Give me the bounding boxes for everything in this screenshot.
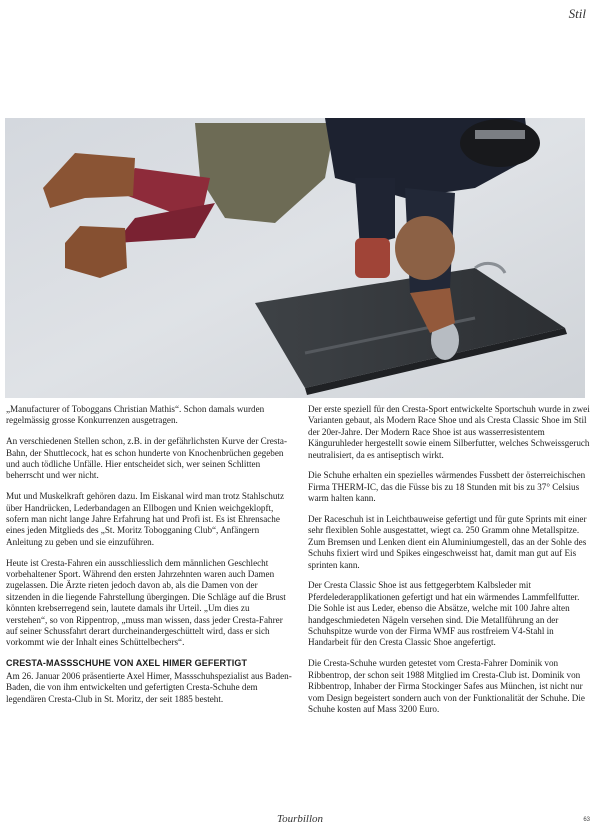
paragraph: An verschiedenen Stellen schon, z.B. in der gefährlichsten Kurve der Cresta-Bahn, der Shuttlecock, hat es schon hunderte von Knochenbrüchen gegeben und auch tödliche Unfälle. Hier entscheidet sich, wer seinen Schlitten beherrscht und wer nicht. — [6, 436, 288, 481]
right-column — [308, 404, 591, 725]
left-column — [6, 404, 292, 714]
paragraph: „Manufacturer of Toboggans Christian Mathis“. Schon damals wurden regelmässig grosse Konkurrenzen ausgetragen. — [6, 404, 265, 426]
paragraph: Der erste speziell für den Cresta-Sport entwickelte Sportschuh wurde in zwei Varianten gebaut, als Modern Race Shoe und als Cresta Classic Shoe im Stil der 20er-Jahre. Der Modern Race Shoe ist aus wasserresistentem Känguruhleder hergestellt sowie einem Silberfutter, welches Schweissgeruch neutralisiert, da es antiseptisch wirkt. — [308, 404, 590, 460]
subheading: CRESTA-MASSSCHUHE VON AXEL HIMER GEFERTIGT — [6, 658, 248, 669]
magazine-logo: Tourbillon — [276, 813, 324, 825]
paragraph: Heute ist Cresta-Fahren ein ausschliesslich dem männlichen Geschlecht vorbehaltener Sport. Während den ersten Jahrzehnten waren auch Damen zugelassen. Die Ärzte rieten jedoch davon ab, als die Damen von der sitzenden in die liegende Fahrstellung übergingen. Die Schläge auf die Brust könnten krebserregend sein, lautete damals ihr Urteil. „Um dies zu verstehen“, so von Rippentrop, „muss man wissen, dass jeder Cresta-Fahrer auf seiner Schussfahrt derart durcheinandergeschüttelt wird, dass er sich vorkommt wie der Inhalt eines Schüttelbechers“. — [6, 557, 286, 648]
paragraph: Die Cresta-Schuhe wurden getestet vom Cresta-Fahrer Dominik von Ribbentrop, der schon seit 1988 Mitglied im Cresta-Club ist. Dominik von Ribbentrop, Inhaber der Firma Stockinger Safes aus München, ist nicht nur vom Design begeistert sondern auch von der Funktionalität der Schuhe. Die Schuhe kosten auf Mass 3200 Euro. — [308, 658, 585, 714]
paragraph: Der Raceschuh ist in Leichtbauweise gefertigt und für gute Sprints mit einer sehr flexiblen Sohle ausgestattet, wiegt ca. 250 Gramm ohne Metallspitze. Zum Bremsen und Lenken dient ein Aluminiumgestell, das an der Sohle des Schuhs fixiert wird und Spikes eingeschweisst hat, damit man gut auf Eis sprinten kann. — [308, 514, 587, 570]
paragraph: Die Schuhe erhalten ein spezielles wärmendes Fussbett der österreichischen Firma THERM-IC, das die Füsse bis zu 18 Stunden mit bis zu 37° Celsius warm halten kann. — [308, 470, 586, 504]
cresta-rider-photo — [5, 118, 585, 398]
page-number: 63 — [583, 817, 590, 823]
section-label: Stil — [568, 6, 586, 21]
paragraph: Am 26. Januar 2006 präsentierte Axel Himer, Massschuhspezialist aus Baden-Baden, die von ihm entwickelten und gefertigten Cresta-Schuhe dem legendären Cresta-Club in St. Moritz, der seit 1885 besteht. — [6, 670, 292, 704]
paragraph: Der Cresta Classic Shoe ist aus fettgegerbtem Kalbsleder mit Pferdelederapplikationen gefertigt und hat ein wärmendes Lammfellfutter. Die Sohle ist aus Leder, ebenso die Absätze, welche mit 100 Jahre alten handgeschmiedeten Nägeln versehen sind. Die Metallführung an der Schuhspitze wurde von der Firma WMF aus rostfreiem V4-Stahl in Handarbeit für den Cresta Classic Shoe angefertigt. — [308, 580, 580, 648]
paragraph: Mut und Muskelkraft gehören dazu. Im Eiskanal wird man trotz Stahlschutz über Handrücken, Lederbandagen an Ellbogen und Knien weichgeklopft, sofern man nicht lange Jahre Erfahrung hat und Profi ist. Es ist Ehrensache eines jeden Mitglieds des „St. Moritz Tobogganing Club“, Anfängern Anleitung zu geben und sie einzuführen. — [6, 491, 284, 547]
